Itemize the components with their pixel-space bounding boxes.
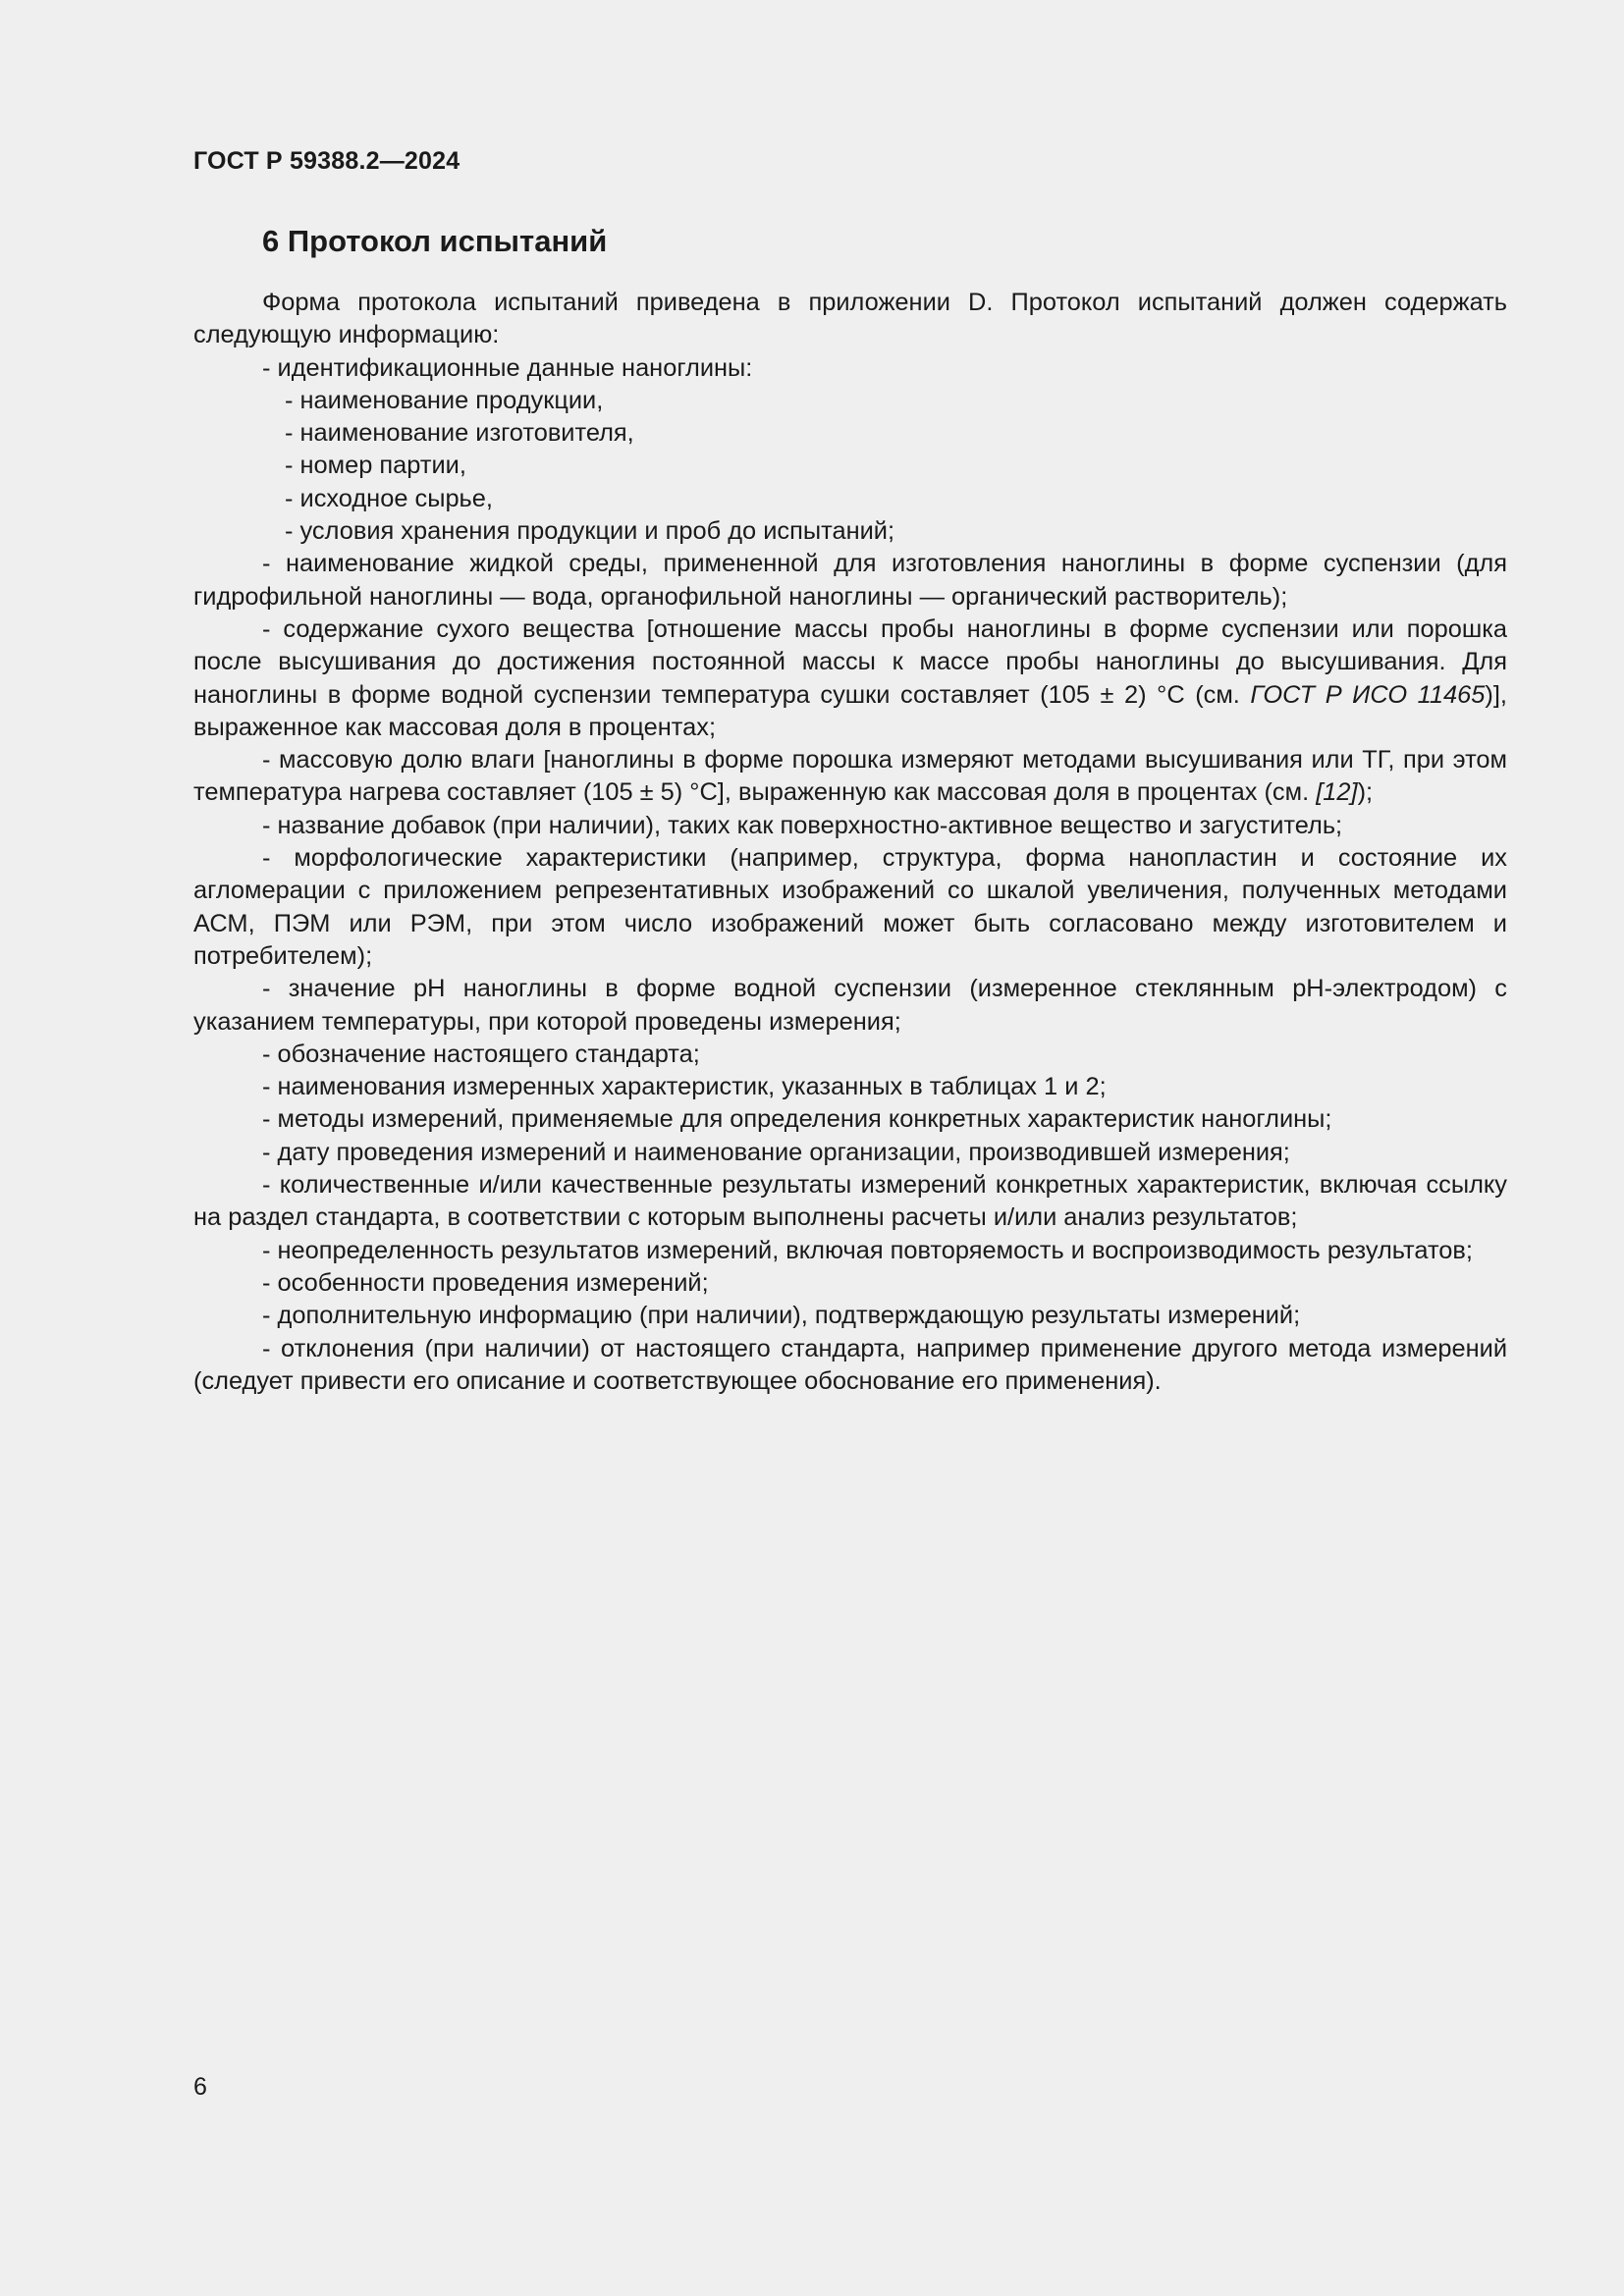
list-item-standard-designation: - обозначение настоящего стандарта; — [262, 1040, 700, 1068]
moisture-text-end: ); — [1357, 778, 1374, 807]
page-number: 6 — [193, 2073, 207, 2101]
sublist-item-raw-material: - исходное сырье, — [285, 484, 493, 512]
list-item-characteristics: - наименования измеренных характеристик, указанных в таблицах 1 и 2; — [262, 1073, 1107, 1101]
bibliography-reference: [12] — [1316, 778, 1358, 807]
list-item-ph: - значение pH наноглины в форме водной суспензии (измеренное стеклянным pH-электродом) с указанием температуры, при которой проведены измерения; — [193, 975, 1507, 1036]
section-body — [193, 287, 1507, 1398]
list-item-identification: - идентификационные данные наноглины: — [262, 353, 753, 382]
standard-reference-link: ГОСТ Р ИСО 11465 — [1250, 680, 1486, 709]
list-item-results: - количественные и/или качественные результаты измерений конкретных характеристик, включая ссылку на раздел стандарта, в соответствии с которым выполнены расчеты и/или анализ результатов; — [193, 1171, 1507, 1232]
intro-paragraph: Форма протокола испытаний приведена в приложении D. Протокол испытаний должен содержать следующую информацию: — [193, 289, 1507, 349]
list-item-morphology: - морфологические характеристики (например, структура, форма нанопластин и состояние их агломерации с приложением репрезентативных изображений со шкалой увеличения, полученных методами АСМ, ПЭМ или РЭМ, при этом число изображений может быть согласовано между изготовителем и потребителем); — [193, 844, 1507, 970]
document-code: ГОСТ Р 59388.2—2024 — [193, 147, 460, 175]
list-item-uncertainty: - неопределенность результатов измерений, включая повторяемость и воспроизводимость результатов; — [262, 1236, 1473, 1264]
moisture-text-start: - массовую долю влаги [наноглины в форме порошка измеряют методами высушивания или ТГ, при этом температура нагрева составляет (105 ± 5) °C], выраженную как массовая доля в процентах (см. — [193, 746, 1507, 807]
list-item-liquid-medium: - наименование жидкой среды, примененной для изготовления наноглины в форме суспензии (для гидрофильной наноглины — вода, органофильной наноглины — органический растворитель); — [193, 550, 1507, 611]
sublist-item-storage-conditions: - условия хранения продукции и проб до испытаний; — [285, 517, 895, 546]
sublist-item-product-name: - наименование продукции, — [285, 386, 604, 414]
dry-matter-text-start: - содержание сухого вещества [отношение массы пробы наноглины в форме суспензии или порошка после высушивания до достижения постоянной массы к массе пробы наноглины до высушивания. Для наноглины в форме водной суспензии температура сушки составляет (105 ± 2) °C (см. — [193, 614, 1507, 709]
list-item-dry-matter — [193, 614, 1507, 744]
list-item-date-organization: - дату проведения измерений и наименование организации, производившей измерения; — [262, 1138, 1290, 1166]
list-item-moisture — [193, 744, 1507, 810]
list-item-features: - особенности проведения измерений; — [262, 1268, 709, 1297]
section-title: 6 Протокол испытаний — [262, 224, 608, 258]
sublist-item-batch-number: - номер партии, — [285, 452, 466, 480]
sublist-item-manufacturer: - наименование изготовителя, — [285, 419, 634, 448]
list-item-methods: - методы измерений, применяемые для определения конкретных характеристик наноглины; — [262, 1105, 1332, 1134]
dry-matter-text-end: )], выраженное как массовая доля в процентах; — [193, 680, 1507, 741]
list-item-additional-info: - дополнительную информацию (при наличии), подтверждающую результаты измерений; — [262, 1302, 1301, 1330]
list-item-deviations: - отклонения (при наличии) от настоящего стандарта, например применение другого метода измерений (следует привести его описание и соответствующее обоснование его применения). — [193, 1334, 1507, 1395]
list-item-additives: - название добавок (при наличии), таких как поверхностно-активное вещество и загуститель; — [262, 811, 1343, 839]
